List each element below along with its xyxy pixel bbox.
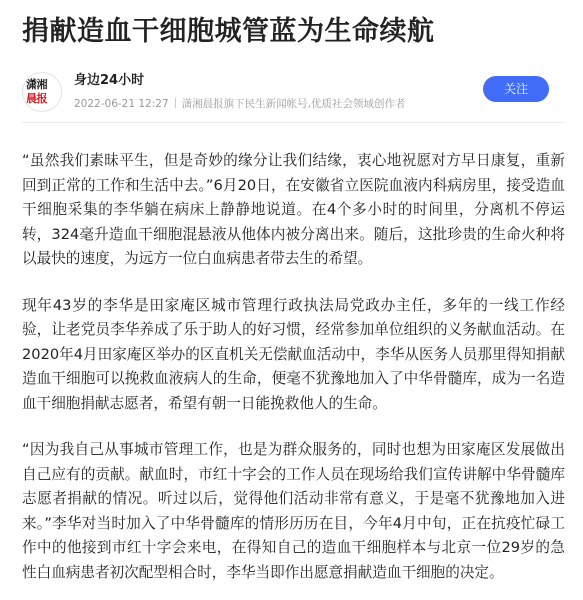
article-title: 捐献造血干细胞城管蓝为生命续航 bbox=[22, 16, 435, 47]
article-paragraph: “因为我自己从事城市管理工作，也是为群众服务的，同时也想为田家庵区发展做出自己应有的贡献。献血时，市红十字会的工作人员在现场给我们宣传讲解中华骨髓库志愿者捐献的情况。听过以后，觉得他们活动非常有意义，于是毫不犹豫地加入进来。”李华对当时加入了中华骨髓库的情形历历在目，今年4月中旬，正在抗疫忙碌工作中的他接到市红十字会来电，在得知自己的造血干细胞样本与北京一位29岁的急性白血病患者初次配型相合时，李华当即作出愿意捐献造血干细胞的决定。 bbox=[22, 441, 565, 581]
author-bar bbox=[22, 70, 565, 118]
avatar-logo-text-bottom: 晨报 bbox=[26, 92, 47, 105]
meta-separator bbox=[175, 98, 176, 108]
author-avatar[interactable] bbox=[22, 72, 62, 112]
header-divider bbox=[22, 122, 565, 123]
follow-button[interactable]: 关注 bbox=[483, 76, 549, 102]
publish-timestamp: 2022-06-21 12:27 bbox=[74, 98, 169, 110]
article-paragraph: “虽然我们素昧平生，但是奇妙的缘分让我们结缘，衷心地祝愿对方早日康复，重新回到正常的工作和生活中去。”6月20日，在安徽省立医院血液内科病房里，接受造血干细胞采集的李华躺在病床上静静地说道。在4个多小时的时间里，分离机不停运转，324毫升造血干细胞混悬液从他体内被分离出来。随后，这批珍贵的生命火种将以最快的速度，为远方一位白血病患者带去生的希望。 bbox=[22, 152, 565, 267]
avatar-logo-text-top: 潇湘 bbox=[26, 78, 47, 91]
author-name[interactable]: 身边24小时 bbox=[74, 73, 145, 88]
author-meta bbox=[74, 97, 405, 111]
article-paragraph: 现年43岁的李华是田家庵区城市管理行政执法局党政办主任，多年的一线工作经验，让老党员李华养成了乐于助人的好习惯，经常参加单位组织的义务献血活动。在2020年4月田家庵区举办的区直机关无偿献血活动中，李华从医务人员那里得知捐献造血干细胞可以挽救血液病人的生命，便毫不犹豫地加入了中华骨髓库，成为一名造血干细胞捐献志愿者，希望有朝一日能挽救他人的生命。 bbox=[22, 296, 565, 412]
author-description: 潇湘晨报旗下民生新闻帐号,优质社会领域创作者 bbox=[181, 98, 406, 110]
article-body bbox=[22, 149, 565, 585]
